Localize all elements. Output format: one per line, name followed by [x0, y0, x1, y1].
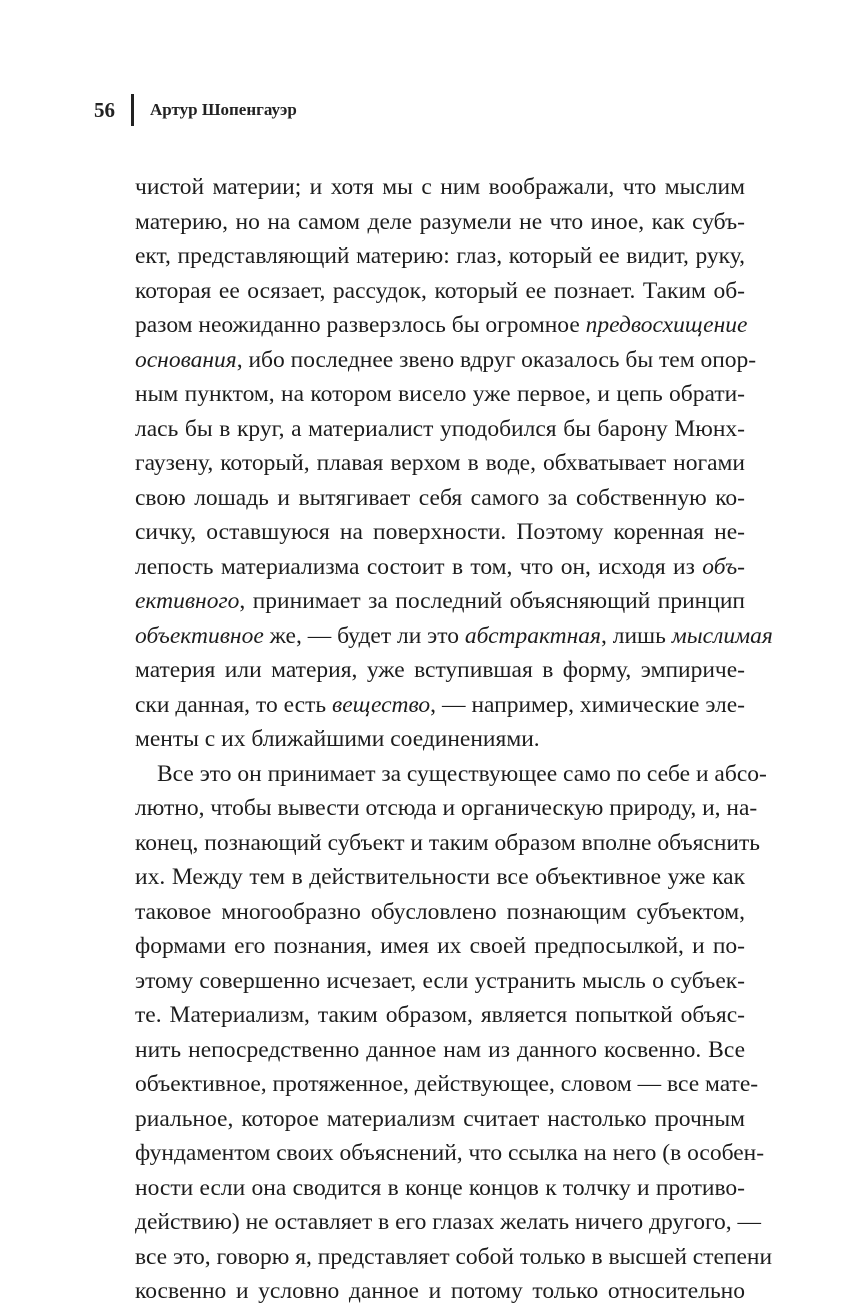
text-segment: ности если она сводится в конце концов к толчку и противо- — [135, 1174, 745, 1201]
text-line — [135, 895, 745, 930]
paragraph — [135, 170, 773, 757]
text-segment: косвенно и условно данное и потому только относительно — [135, 1278, 745, 1304]
text-line — [135, 481, 745, 516]
text-segment: же, — будет ли это — [263, 622, 465, 649]
text-line — [135, 619, 773, 654]
text-line — [135, 584, 745, 619]
text-line — [135, 1067, 759, 1102]
text-line — [135, 274, 745, 309]
text-line — [135, 1205, 761, 1240]
text-segment: , ибо последнее звено вдруг оказалось бы тем опор- — [236, 346, 757, 373]
page-number: 56 — [94, 97, 115, 122]
text-line — [135, 412, 745, 447]
text-segment: действию) не оставляет в его глазах желать ничего другого, — — [135, 1209, 761, 1235]
italic-text: абстрактная — [464, 622, 601, 649]
text-line — [135, 1136, 765, 1171]
text-segment: конец, познающий субъект и таким образом вполне объяснить — [135, 829, 760, 856]
text-line — [135, 860, 745, 895]
text-line — [135, 929, 745, 964]
italic-text: мыслимая — [671, 622, 773, 649]
text-segment: этому совершенно исчезает, если устранить мысль о субъек- — [135, 967, 745, 994]
text-segment: Все это он принимает за существующее само по себе и абсо- — [157, 760, 767, 787]
text-line — [135, 239, 745, 274]
text-segment: материю, но на самом деле разумели не что иное, как субъ- — [135, 208, 745, 235]
text-segment: гаузену, который, плавая верхом в воде, обхватывает ногами — [135, 450, 745, 476]
text-line — [135, 205, 745, 240]
text-line — [135, 964, 745, 999]
running-head-author: Артур Шопенгауэр — [150, 100, 297, 119]
text-line — [135, 653, 745, 688]
italic-text: вещество — [332, 691, 431, 718]
text-segment: объективное, протяженное, действующее, словом — все мате- — [135, 1071, 759, 1097]
text-segment: , — например, химические эле- — [430, 691, 745, 718]
text-segment: фундаментом своих объяснений, что ссылка на него (в особен- — [135, 1140, 765, 1166]
text-segment: лась бы в круг, а материалист уподобился бы барону Мюнх- — [135, 415, 745, 442]
text-segment: материя или материя, уже вступившая в форму, эмпириче- — [135, 657, 745, 683]
text-segment: риальное, которое материализм считает настолько прочным — [135, 1105, 745, 1132]
text-line — [135, 377, 745, 412]
text-segment: нить непосредственно данное нам из данного косвенно. Все — [135, 1036, 745, 1063]
text-line — [135, 722, 745, 757]
text-line — [135, 826, 760, 861]
text-line — [135, 757, 767, 792]
italic-text: предвосхищение — [585, 312, 748, 338]
text-line — [135, 1102, 745, 1137]
text-line — [135, 998, 745, 1033]
text-segment: сичку, оставшуюся на поверхности. Поэтому коренная не- — [135, 519, 745, 545]
text-line — [135, 791, 758, 826]
text-line — [135, 1171, 745, 1206]
italic-text: объективное — [135, 622, 264, 649]
text-segment: , лишь — [600, 622, 672, 649]
text-segment: те. Материализм, таким образом, является попыткой объяс- — [135, 1002, 745, 1028]
body-text — [135, 170, 773, 1309]
text-line — [135, 446, 745, 481]
text-segment: лепость материализма состоит в том, что он, исходя из — [135, 553, 703, 580]
text-segment: формами его познания, имея их своей предпосылкой, и по- — [135, 933, 745, 959]
text-line — [135, 343, 757, 378]
text-segment: ным пунктом, на котором висело уже первое, и цепь обрати- — [135, 381, 745, 407]
text-line — [135, 170, 745, 205]
text-line — [135, 688, 745, 723]
text-segment: таковое многообразно обусловлено познающим субъектом, — [135, 898, 745, 925]
header-divider — [131, 94, 134, 126]
text-segment: ект, представляющий материю: глаз, который ее видит, руку, — [135, 243, 745, 269]
text-segment: их. Между тем в действительности все объективное уже как — [135, 864, 745, 890]
text-segment: ски данная, то есть — [135, 691, 333, 718]
italic-text: ективного — [135, 588, 240, 614]
text-line — [135, 1033, 745, 1068]
page-header — [94, 94, 297, 126]
text-segment: разом неожиданно разверзлось бы огромное — [135, 312, 586, 338]
text-segment: чистой материи; и хотя мы с ним воображали, что мыслим — [135, 174, 745, 200]
text-line — [135, 308, 748, 343]
text-line — [135, 515, 745, 550]
text-line — [135, 1274, 745, 1309]
text-segment: все это, говорю я, представляет собой только в высшей степени — [135, 1243, 773, 1270]
text-line — [135, 1240, 773, 1275]
italic-text: объ- — [702, 553, 745, 580]
paragraph — [135, 757, 773, 1309]
text-segment: менты с их ближайшими соединениями. — [135, 726, 540, 752]
text-segment: которая ее осязает, рассудок, который ее познает. Таким об- — [135, 277, 745, 304]
text-segment: , принимает за последний объясняющий принцип — [239, 588, 745, 614]
italic-text: основания — [135, 346, 237, 373]
text-segment: лютно, чтобы вывести отсюда и органическую природу, и, на- — [135, 795, 758, 821]
text-line — [135, 550, 745, 585]
text-segment: свою лошадь и вытягивает себя самого за собственную ко- — [135, 484, 745, 511]
